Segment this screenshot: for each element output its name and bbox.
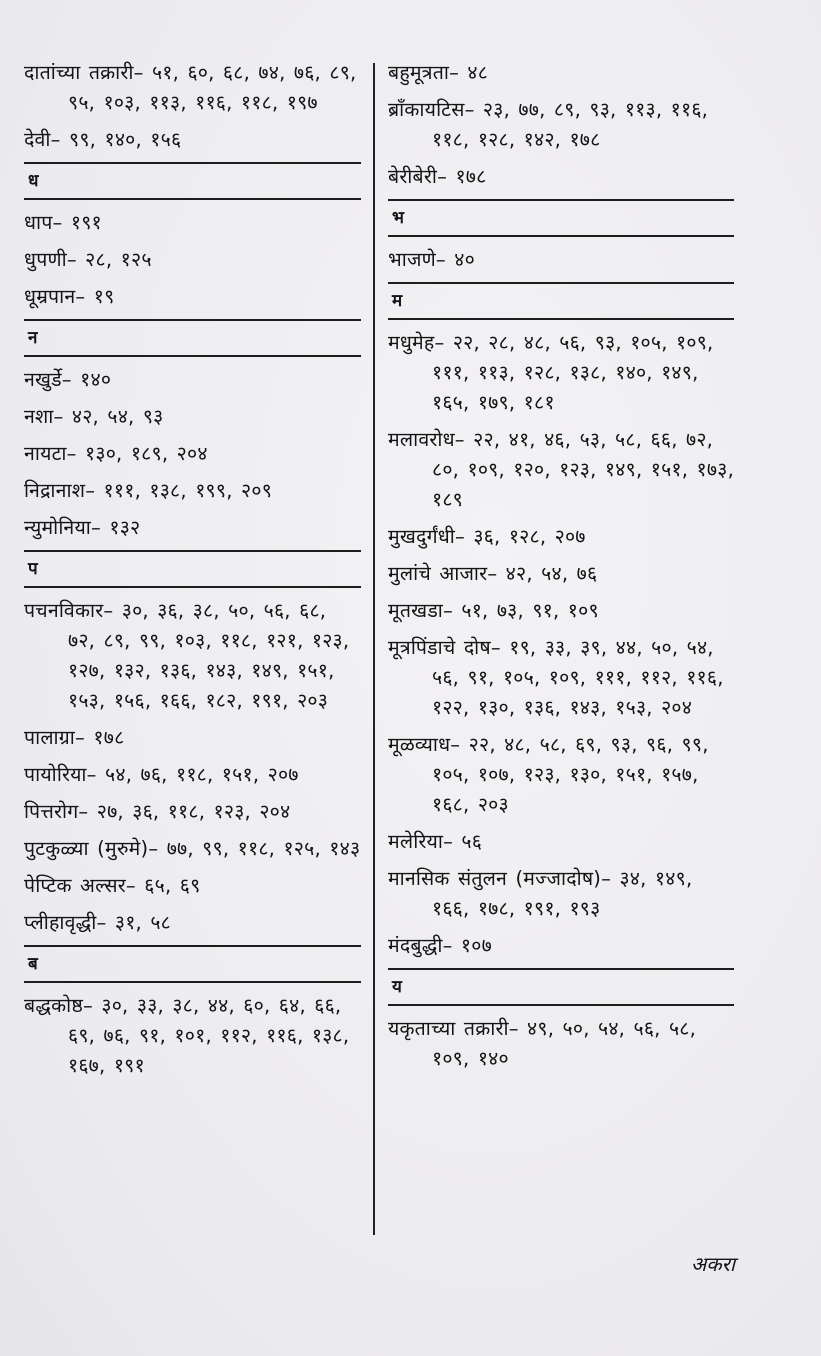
index-entry: नायटा– १३०, १८९, २०४: [24, 442, 208, 465]
index-entry: यकृताच्या तक्रारी– ४९, ५०, ५४, ५६, ५८, १०९, १४०: [388, 1017, 697, 1070]
section-letter: ब: [28, 954, 38, 974]
section-rule-bottom: [24, 198, 361, 200]
index-entry: बेरीबेरी– १७८: [388, 165, 487, 188]
index-entry: मुलांचे आजार– ४२, ५४, ७६: [388, 562, 598, 585]
index-entry: मूत्रपिंडाचे दोष– १९, ३३, ३९, ४४, ५०, ५४, ५६, ९१, १०५, १०९, १११, ११२, ११६, १२२, १३०, १३६, १४३, १५३, २०४: [388, 636, 724, 719]
index-entry: पालाग्रा– १७८: [24, 726, 125, 749]
index-entry: पेप्टिक अल्सर– ६५, ६९: [24, 874, 201, 897]
section-letter: य: [392, 977, 402, 997]
section-rule-bottom: [388, 318, 734, 320]
page-number: अकरा: [691, 1252, 735, 1276]
index-entry: नशा– ४२, ५४, ९३: [24, 405, 164, 428]
section-letter: ध: [28, 171, 39, 191]
index-entry: प्लीहावृद्धी– ३१, ५८: [24, 911, 172, 934]
section-heading: [24, 319, 361, 357]
index-entry: पुटकुळ्या (मुरुमे)– ७७, ९९, ११८, १२५, १४३: [24, 837, 361, 860]
section-heading: [388, 199, 734, 237]
index-entry: पायोरिया– ५४, ७६, ११८, १५१, २०७: [24, 763, 299, 786]
index-entry: न्युमोनिया– १३२: [24, 516, 141, 539]
index-entry: मलावरोध– २२, ४१, ४६, ५३, ५८, ६६, ७२, ८०, १०९, १२०, १२३, १४९, १५१, १७३, १८९: [388, 428, 734, 511]
index-entry: धूम्रपान– १९: [24, 285, 115, 308]
section-rule-bottom: [24, 586, 361, 588]
index-entry: मधुमेह– २२, २८, ४८, ५६, ९३, १०५, १०९, १११, ११३, १२८, १३८, १४०, १४९, १६५, १७९, १८१: [388, 331, 714, 414]
index-entry: पित्तरोग– २७, ३६, ११८, १२३, २०४: [24, 800, 291, 823]
section-heading: [388, 968, 734, 1006]
index-entry: मुखदुर्गंधी– ३६, १२८, २०७: [388, 525, 586, 548]
section-rule-bottom: [24, 355, 361, 357]
index-entry: मलेरिया– ५६: [388, 830, 483, 853]
index-entry: ब्राँकायटिस– २३, ७७, ८९, ९३, ११३, ११६, ११८, १२८, १४२, १७८: [388, 98, 709, 151]
index-entry: निद्रानाश– १११, १३८, १९९, २०९: [24, 479, 273, 502]
index-entry: भाजणे– ४०: [388, 248, 475, 271]
section-heading: [24, 550, 361, 588]
section-rule-bottom: [24, 981, 361, 983]
index-entry: दातांच्या तक्रारी– ५१, ६०, ६८, ७४, ७६, ८९, ९५, १०३, ११३, ११६, ११८, १९७: [24, 61, 357, 114]
index-entry: मंदबुद्धी– १०७: [388, 934, 492, 957]
index-entry: बद्धकोष्ठ– ३०, ३३, ३८, ४४, ६०, ६४, ६६, ६९, ७६, ९१, १०१, ११२, ११६, १३८, १६७, १९१: [24, 994, 350, 1077]
index-entry: नखुर्डे– १४०: [24, 368, 112, 391]
section-heading: [24, 162, 361, 200]
section-rule-bottom: [388, 235, 734, 237]
index-entry: धुपणी– २८, १२५: [24, 248, 152, 271]
index-entry: मानसिक संतुलन (मज्जादोष)– ३४, १४९, १६६, १७८, १९१, १९३: [388, 867, 693, 920]
index-entry: देवी– ९९, १४०, १५६: [24, 128, 182, 151]
index-column-left: [24, 58, 361, 1088]
section-letter: प: [28, 559, 38, 579]
index-entry: बहुमूत्रता– ४८: [388, 61, 489, 84]
index-entry: मूतखडा– ५१, ७३, ९१, १०९: [388, 599, 599, 622]
section-rule-bottom: [388, 1004, 734, 1006]
section-letter: भ: [392, 208, 404, 228]
index-entry: धाप– १९१: [24, 211, 102, 234]
section-letter: म: [392, 291, 403, 311]
index-entry: मूळव्याध– २२, ४८, ५८, ६९, ९३, ९६, ९९, १०५, १०७, १२३, १३०, १५१, १५७, १६८, २०३: [388, 733, 709, 816]
section-heading: [388, 282, 734, 320]
column-divider: [373, 63, 375, 1235]
section-heading: [24, 945, 361, 983]
index-column-right: [388, 58, 734, 1081]
section-letter: न: [28, 328, 38, 348]
index-entry: पचनविकार– ३०, ३६, ३८, ५०, ५६, ६८, ७२, ८९, ९९, १०३, ११८, १२१, १२३, १२७, १३२, १३६, १४३, १४९, १५१, १५३, १५६, १६६, १८२, १९१, २०३: [24, 599, 350, 712]
